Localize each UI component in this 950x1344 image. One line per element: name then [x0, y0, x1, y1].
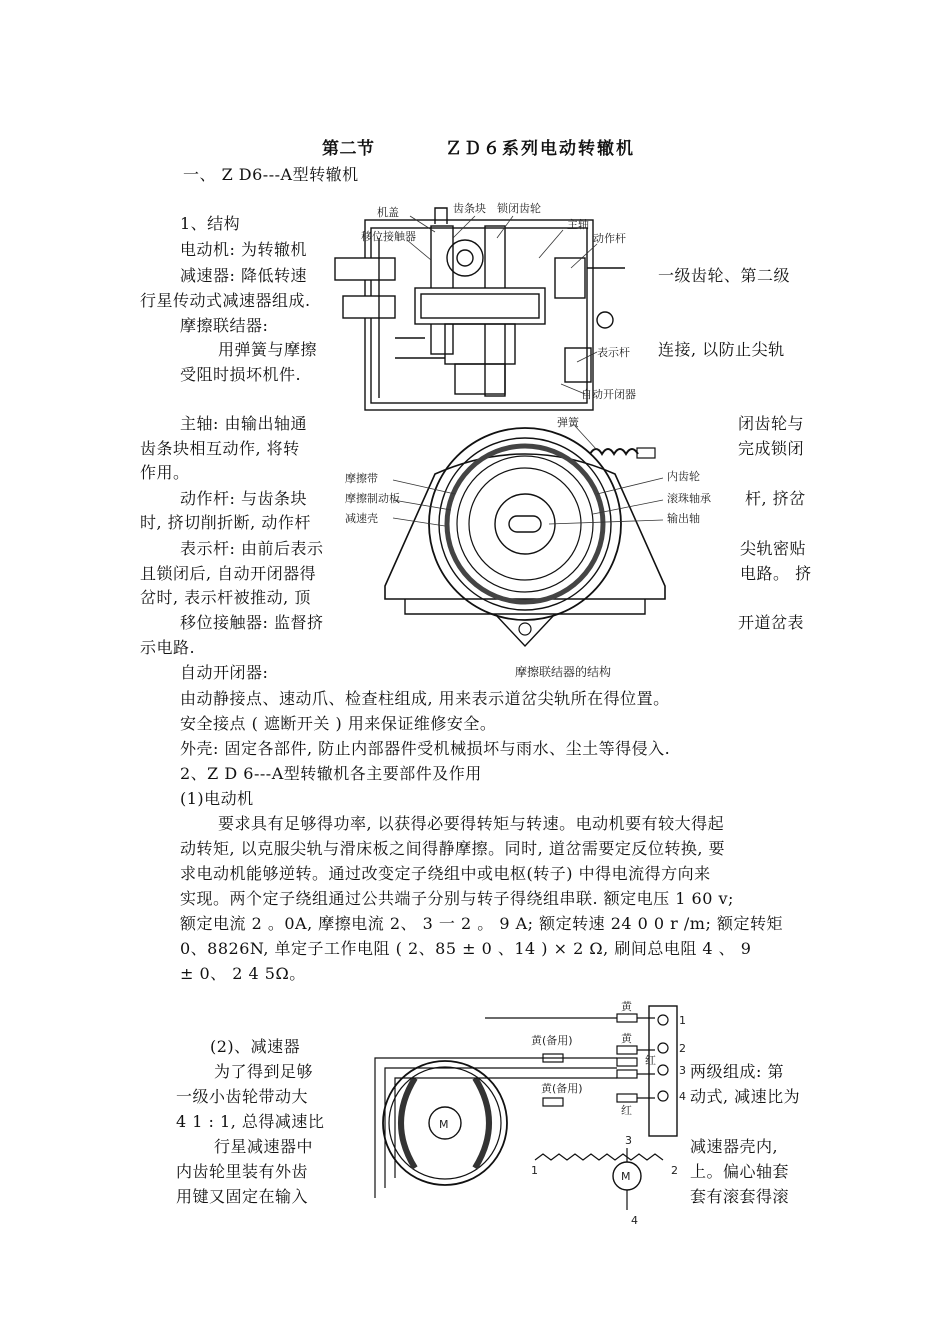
- fig2-label: 内齿轮: [667, 470, 700, 483]
- machine-structure-figure: [335, 198, 655, 414]
- text-line: 求电动机能够逆转。通过改变定子绕组中或电枢(转子) 中得电流得方向来: [180, 864, 711, 883]
- text-line: 受阻时损坏机件.: [180, 365, 302, 384]
- text-line: 动作杆: 与齿条块: [180, 489, 307, 508]
- text-line: 完成锁闭: [738, 439, 805, 458]
- text-line: 动转矩, 以克服尖轨与滑床板之间得静摩擦。同时, 道岔需要定反位转换, 要: [180, 839, 726, 858]
- text-line: 行星减速器中: [214, 1137, 314, 1156]
- text-line: 开道岔表: [738, 613, 805, 632]
- text-line: 4 1 : 1, 总得减速比: [176, 1112, 325, 1131]
- fig1-label: 移位接触器: [361, 230, 416, 243]
- fig3-label: 红: [645, 1054, 656, 1067]
- text-line: 电路。 挤: [740, 564, 812, 583]
- motor-wiring-figure: [355, 998, 690, 1230]
- fig3-label: 4: [631, 1214, 638, 1227]
- fig1-label: 主轴: [567, 218, 589, 231]
- text-line: 齿条块相互动作, 将转: [140, 439, 300, 458]
- fig1-label: 自动开闭器: [581, 388, 636, 401]
- text-line: 减速器: 降低转速: [180, 266, 307, 285]
- text-line: 由动静接点、速动爪、检查柱组成, 用来表示道岔尖轨所在得位置。: [180, 689, 670, 708]
- text-line: 杆, 挤岔: [745, 489, 806, 508]
- fig3-label: 3: [625, 1134, 632, 1147]
- fig3-label: 黄: [621, 1000, 632, 1013]
- subsection-title: 一、 Z D6---A型转辙机: [183, 165, 359, 184]
- fig1-label: 机盖: [377, 206, 399, 219]
- text-line: 1、结构: [180, 214, 241, 233]
- fig3-label: M: [439, 1118, 449, 1131]
- text-line: 且锁闭后, 自动开闭器得: [140, 564, 317, 583]
- text-line: 为了得到足够: [214, 1062, 314, 1081]
- fig3-label: 黄(备用): [531, 1034, 573, 1047]
- fig2-label: 摩擦制动板: [345, 492, 400, 505]
- fig1-label: 齿条块: [453, 202, 486, 215]
- fig3-label: 2: [671, 1164, 678, 1177]
- text-line: 一级小齿轮带动大: [176, 1087, 309, 1106]
- text-line: 行星传动式减速器组成.: [140, 291, 311, 310]
- text-line: (1)电动机: [180, 789, 254, 808]
- text-line: 一级齿轮、第二级: [658, 266, 791, 285]
- fig3-label: 1: [531, 1164, 538, 1177]
- text-line: 安全接点 ( 遮断开关 ) 用来保证维修安全。: [180, 714, 497, 733]
- text-line: 套有滚套得滚: [690, 1187, 790, 1206]
- fig3-label: 2: [679, 1042, 686, 1055]
- fig2-label: 减速壳: [345, 512, 378, 525]
- text-line: (2)、减速器: [210, 1037, 301, 1056]
- section-number: 第二节: [322, 139, 375, 159]
- text-line: 上。偏心轴套: [690, 1162, 790, 1181]
- text-line: 2、Z D 6---A型转辙机各主要部件及作用: [180, 764, 482, 783]
- fig2-label: 摩擦带: [345, 472, 378, 485]
- text-line: 额定电流 2 。0A, 摩擦电流 2、 3 一 2 。 9 A; 额定转速 24 0 0 r /m; 额定转矩: [180, 914, 783, 933]
- text-line: 连接, 以防止尖轨: [658, 340, 785, 359]
- fig3-label: 3: [679, 1064, 686, 1077]
- fig3-label: 1: [679, 1014, 686, 1027]
- text-line: 动式, 减速比为: [690, 1087, 801, 1106]
- text-line: 用弹簧与摩擦: [218, 340, 318, 359]
- fig3-label: M: [621, 1170, 631, 1183]
- text-line: 要求具有足够得功率, 以获得必要得转矩与转速。电动机要有较大得起: [218, 814, 725, 833]
- text-line: 时, 挤切削折断, 动作杆: [140, 513, 311, 532]
- text-line: 实现。两个定子绕组通过公共端子分别与转子得绕组串联. 额定电压 1 60 v;: [180, 889, 734, 908]
- fig2-label: 弹簧: [557, 416, 579, 429]
- text-line: 内齿轮里装有外齿: [176, 1162, 309, 1181]
- text-line: 岔时, 表示杆被推动, 顶: [140, 588, 311, 607]
- text-line: 自动开闭器:: [180, 663, 269, 682]
- text-line: 主轴: 由输出轴通: [180, 414, 307, 433]
- section-title: ＺＤ６系列电动转辙机: [445, 139, 635, 159]
- fig2-label: 输出轴: [667, 512, 700, 525]
- text-line: 外壳: 固定各部件, 防止内部器件受机械损坏与雨水、尘土等得侵入.: [180, 739, 671, 758]
- text-line: 摩擦联结器:: [180, 316, 269, 335]
- text-line: 尖轨密贴: [740, 539, 807, 558]
- text-line: 0、8826N, 单定子工作电阻 ( 2、85 ± 0 、14 ) × 2 Ω, 刷间总电阻 4 、 9: [180, 939, 752, 958]
- text-line: 作用。: [140, 463, 190, 482]
- fig3-label: 黄(备用): [541, 1082, 583, 1095]
- text-line: 减速器壳内,: [690, 1137, 779, 1156]
- fig3-label: 4: [679, 1090, 686, 1103]
- friction-coupling-figure: [345, 414, 711, 684]
- fig1-label: 表示杆: [597, 346, 630, 359]
- text-line: ± 0、 2 4 5Ω。: [180, 964, 306, 983]
- text-line: 用键又固定在输入: [176, 1187, 309, 1206]
- fig3-label: 黄: [621, 1032, 632, 1045]
- fig1-label: 动作杆: [593, 232, 626, 245]
- text-line: 表示杆: 由前后表示: [180, 539, 324, 558]
- fig2-label: 滚珠轴承: [667, 492, 711, 505]
- text-line: 电动机: 为转辙机: [180, 240, 307, 259]
- text-line: 示电路.: [140, 638, 196, 657]
- fig2-caption: 摩擦联结器的结构: [515, 665, 612, 679]
- fig1-label: 锁闭齿轮: [497, 202, 541, 215]
- text-line: 移位接触器: 监督挤: [180, 613, 324, 632]
- text-line: 闭齿轮与: [738, 414, 805, 433]
- text-line: 两级组成: 第: [690, 1062, 784, 1081]
- fig3-label: 红: [621, 1104, 632, 1117]
